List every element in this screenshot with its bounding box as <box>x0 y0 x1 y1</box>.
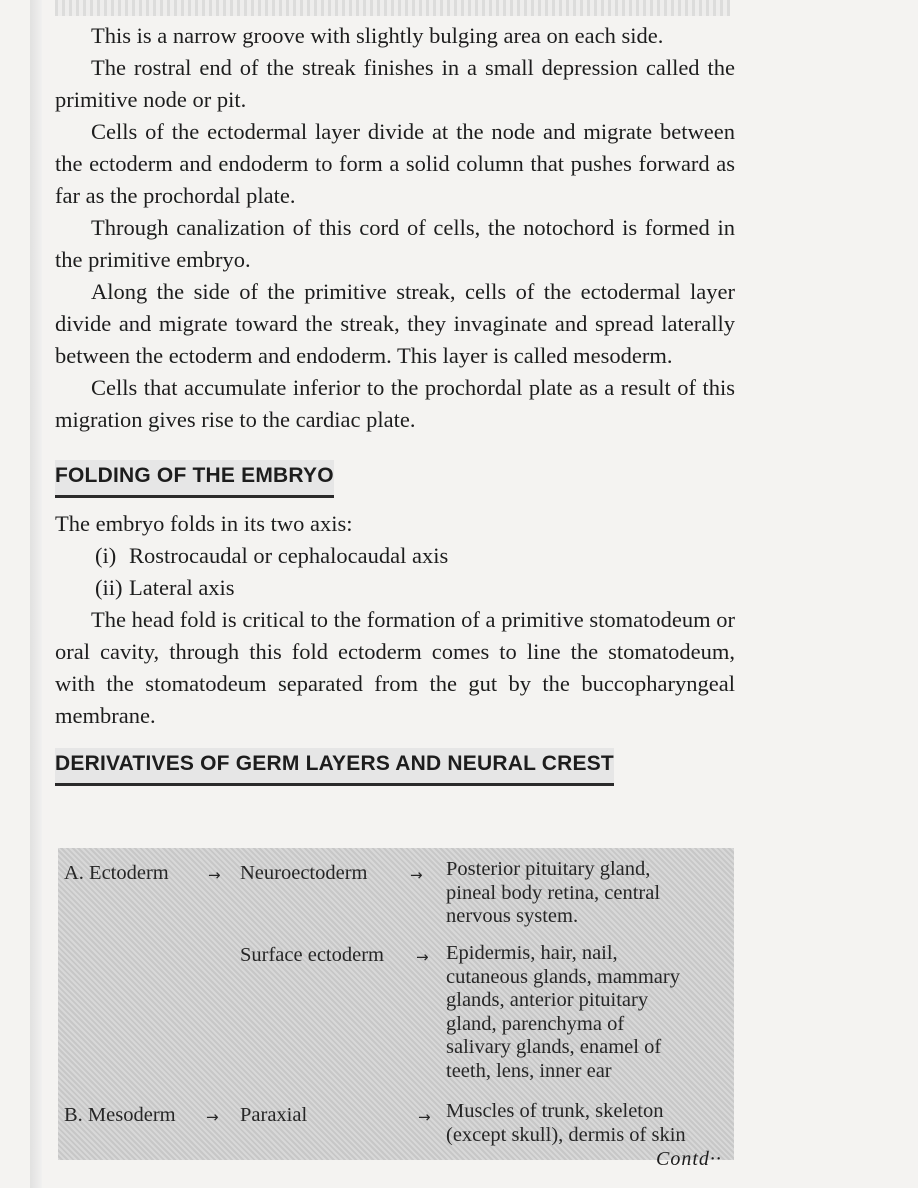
paragraph: The rostral end of the streak finishes in a small depression called the primitive node or pit. <box>55 55 735 112</box>
sub-layer-label: Surface ectoderm <box>240 944 384 966</box>
paragraph: Through canalization of this cord of cells, the notochord is formed in the primitive embryo. <box>55 215 735 272</box>
derivative-list <box>446 942 680 1083</box>
derivative-line: teeth, lens, inner ear <box>446 1059 612 1082</box>
derivative-line: pineal body retina, central <box>446 881 661 904</box>
paragraph: The head fold is critical to the formation of a primitive stomatodeum or oral cavity, through this fold ectoderm comes to line the stomatodeum, with the stomatodeum separated from the gut by the buccopharyngeal membrane. <box>55 607 735 728</box>
list-text: Lateral axis <box>129 575 235 600</box>
scan-top-strip <box>55 0 730 16</box>
arrow-icon: → <box>206 1108 219 1126</box>
scan-edge <box>30 0 42 1188</box>
list-text: Rostrocaudal or cephalocaudal axis <box>129 543 449 568</box>
section-heading-derivatives: DERIVATIVES OF GERM LAYERS AND NEURAL CREST <box>55 748 614 786</box>
list-number: (i) <box>95 543 117 568</box>
arrow-icon: → <box>410 866 423 884</box>
derivative-line: Posterior pituitary gland, <box>446 858 651 880</box>
sub-layer-label: Paraxial <box>240 1104 308 1126</box>
sub-layer-label: Neuroectoderm <box>240 862 368 884</box>
list-number: (ii) <box>95 575 123 600</box>
derivative-line: glands, anterior pituitary <box>446 989 649 1011</box>
derivative-list <box>446 1100 686 1147</box>
arrow-icon: → <box>418 1108 431 1126</box>
derivative-line: cutaneous glands, mammary <box>446 965 680 988</box>
germ-layer-label: B. Mesoderm <box>64 1104 176 1126</box>
germ-layer-label: A. Ectoderm <box>64 862 169 884</box>
section-intro: The embryo folds in its two axis: <box>55 511 353 536</box>
paragraph: Along the side of the primitive streak, cells of the ectodermal layer divide and migrate toward the streak, they invaginate and spread laterally between the ectoderm and endoderm. This layer is called mesoderm. <box>55 279 735 368</box>
paragraph: Cells that accumulate inferior to the prochordal plate as a result of this migration gives rise to the cardiac plate. <box>55 375 735 432</box>
derivative-line: salivary glands, enamel of <box>446 1036 662 1058</box>
page-body <box>55 20 735 796</box>
derivative-line: Muscles of trunk, skeleton <box>446 1100 664 1122</box>
derivative-line: (except skull), dermis of skin <box>446 1123 686 1146</box>
section-heading-folding: FOLDING OF THE EMBRYO <box>55 460 334 498</box>
list-item <box>55 572 735 604</box>
continued-marker: Contd·· <box>656 1148 722 1170</box>
paragraph: This is a narrow groove with slightly bulging area on each side. <box>91 23 664 48</box>
derivatives-table <box>58 848 734 1160</box>
derivative-line: nervous system. <box>446 905 579 927</box>
arrow-icon: → <box>208 866 221 884</box>
arrow-icon: → <box>416 948 429 966</box>
derivative-line: Epidermis, hair, nail, <box>446 942 618 964</box>
derivative-list <box>446 858 660 929</box>
paragraph: Cells of the ectodermal layer divide at the node and migrate between the ectoderm and endoderm to form a solid column that pushes forward as far as the prochordal plate. <box>55 119 735 208</box>
derivative-line: gland, parenchyma of <box>446 1012 625 1035</box>
list-item <box>55 540 735 572</box>
